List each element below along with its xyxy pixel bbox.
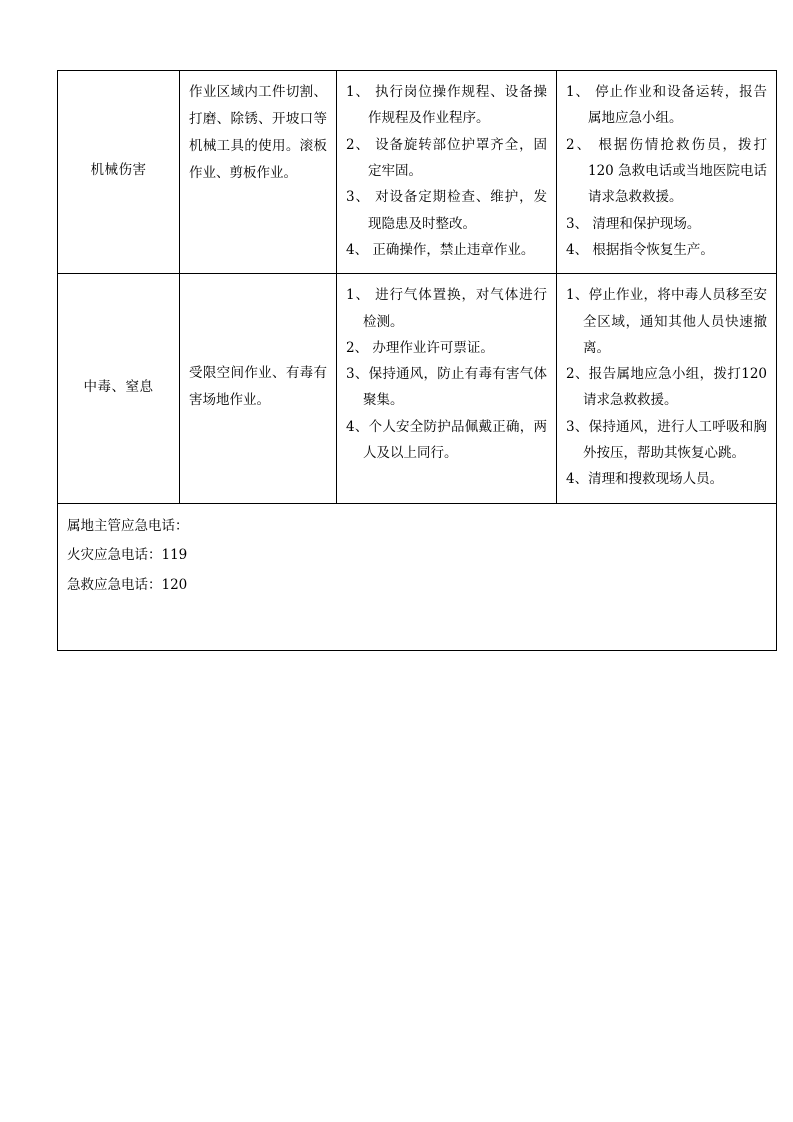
- response-measures-list: [566, 79, 767, 263]
- list-item: 2、 办理作业许可票证。: [346, 339, 494, 356]
- list-item: 1、 停止作业和设备运转，报告属地应急小组。: [566, 84, 767, 127]
- list-item: 2、 设备旋转部位护罩齐全，固定牢固。: [346, 136, 547, 179]
- list-item: 3、 清理和保护现场。: [566, 215, 701, 232]
- response-measures-cell: [557, 71, 777, 274]
- list-item: 2、报告属地应急小组，拨打120请求急救救援。: [566, 366, 767, 409]
- emergency-phone-cell: [58, 503, 777, 650]
- list-item: 4、 根据指令恢复生产。: [566, 241, 714, 258]
- hazard-type-cell: [58, 71, 180, 274]
- response-measures-cell: [557, 274, 777, 504]
- list-item: 3、保持通风，防止有毒有害气体聚集。: [346, 366, 547, 409]
- emergency-phone-fire: 火灾应急电话：119: [67, 547, 188, 564]
- prevention-measures-cell: [337, 274, 557, 504]
- table-row: [58, 274, 777, 504]
- hazard-type-label: 中毒、窒息: [83, 378, 154, 395]
- list-item: 2、 根据伤情抢救伤员，拨打 120 急救电话或当地医院电话请求急救救援。: [566, 136, 767, 206]
- table-row: [58, 503, 777, 650]
- hazard-description-cell: [180, 71, 337, 274]
- list-item: 4、个人安全防护品佩戴正确，两人及以上同行。: [346, 418, 547, 462]
- hazard-description-text: 受限空间作业、有毒有害场地作业。: [189, 365, 327, 409]
- list-item: 4、 正确操作，禁止违章作业。: [346, 241, 535, 258]
- emergency-response-table: [57, 70, 777, 651]
- list-item: 1、停止作业，将中毒人员移至安全区域，通知其他人员快速撤离。: [566, 287, 767, 356]
- list-item: 4、清理和搜救现场人员。: [566, 471, 724, 488]
- response-measures-list: [566, 282, 767, 493]
- hazard-type-cell: [58, 274, 180, 504]
- hazard-description-text: 作业区域内工件切割、打磨、除锈、开坡口等机械工具的使用。滚板作业、剪板作业。: [189, 84, 327, 181]
- list-item: 3、保持通风，进行人工呼吸和胸外按压，帮助其恢复心跳。: [566, 418, 767, 462]
- emergency-phone-medical: 急救应急电话：120: [67, 577, 188, 594]
- hazard-description-cell: [180, 274, 337, 504]
- table-row: [58, 71, 777, 274]
- prevention-measures-list: [346, 79, 547, 263]
- hazard-type-label: 机械伤害: [90, 162, 147, 179]
- emergency-phone-supervisor: 属地主管应急电话：: [67, 517, 189, 534]
- list-item: 1、 进行气体置换，对气体进行检测。: [346, 287, 547, 330]
- prevention-measures-list: [346, 282, 547, 466]
- prevention-measures-cell: [337, 71, 557, 274]
- list-item: 3、 对设备定期检查、维护，发现隐患及时整改。: [346, 189, 547, 232]
- list-item: 1、 执行岗位操作规程、设备操作规程及作业程序。: [346, 84, 547, 127]
